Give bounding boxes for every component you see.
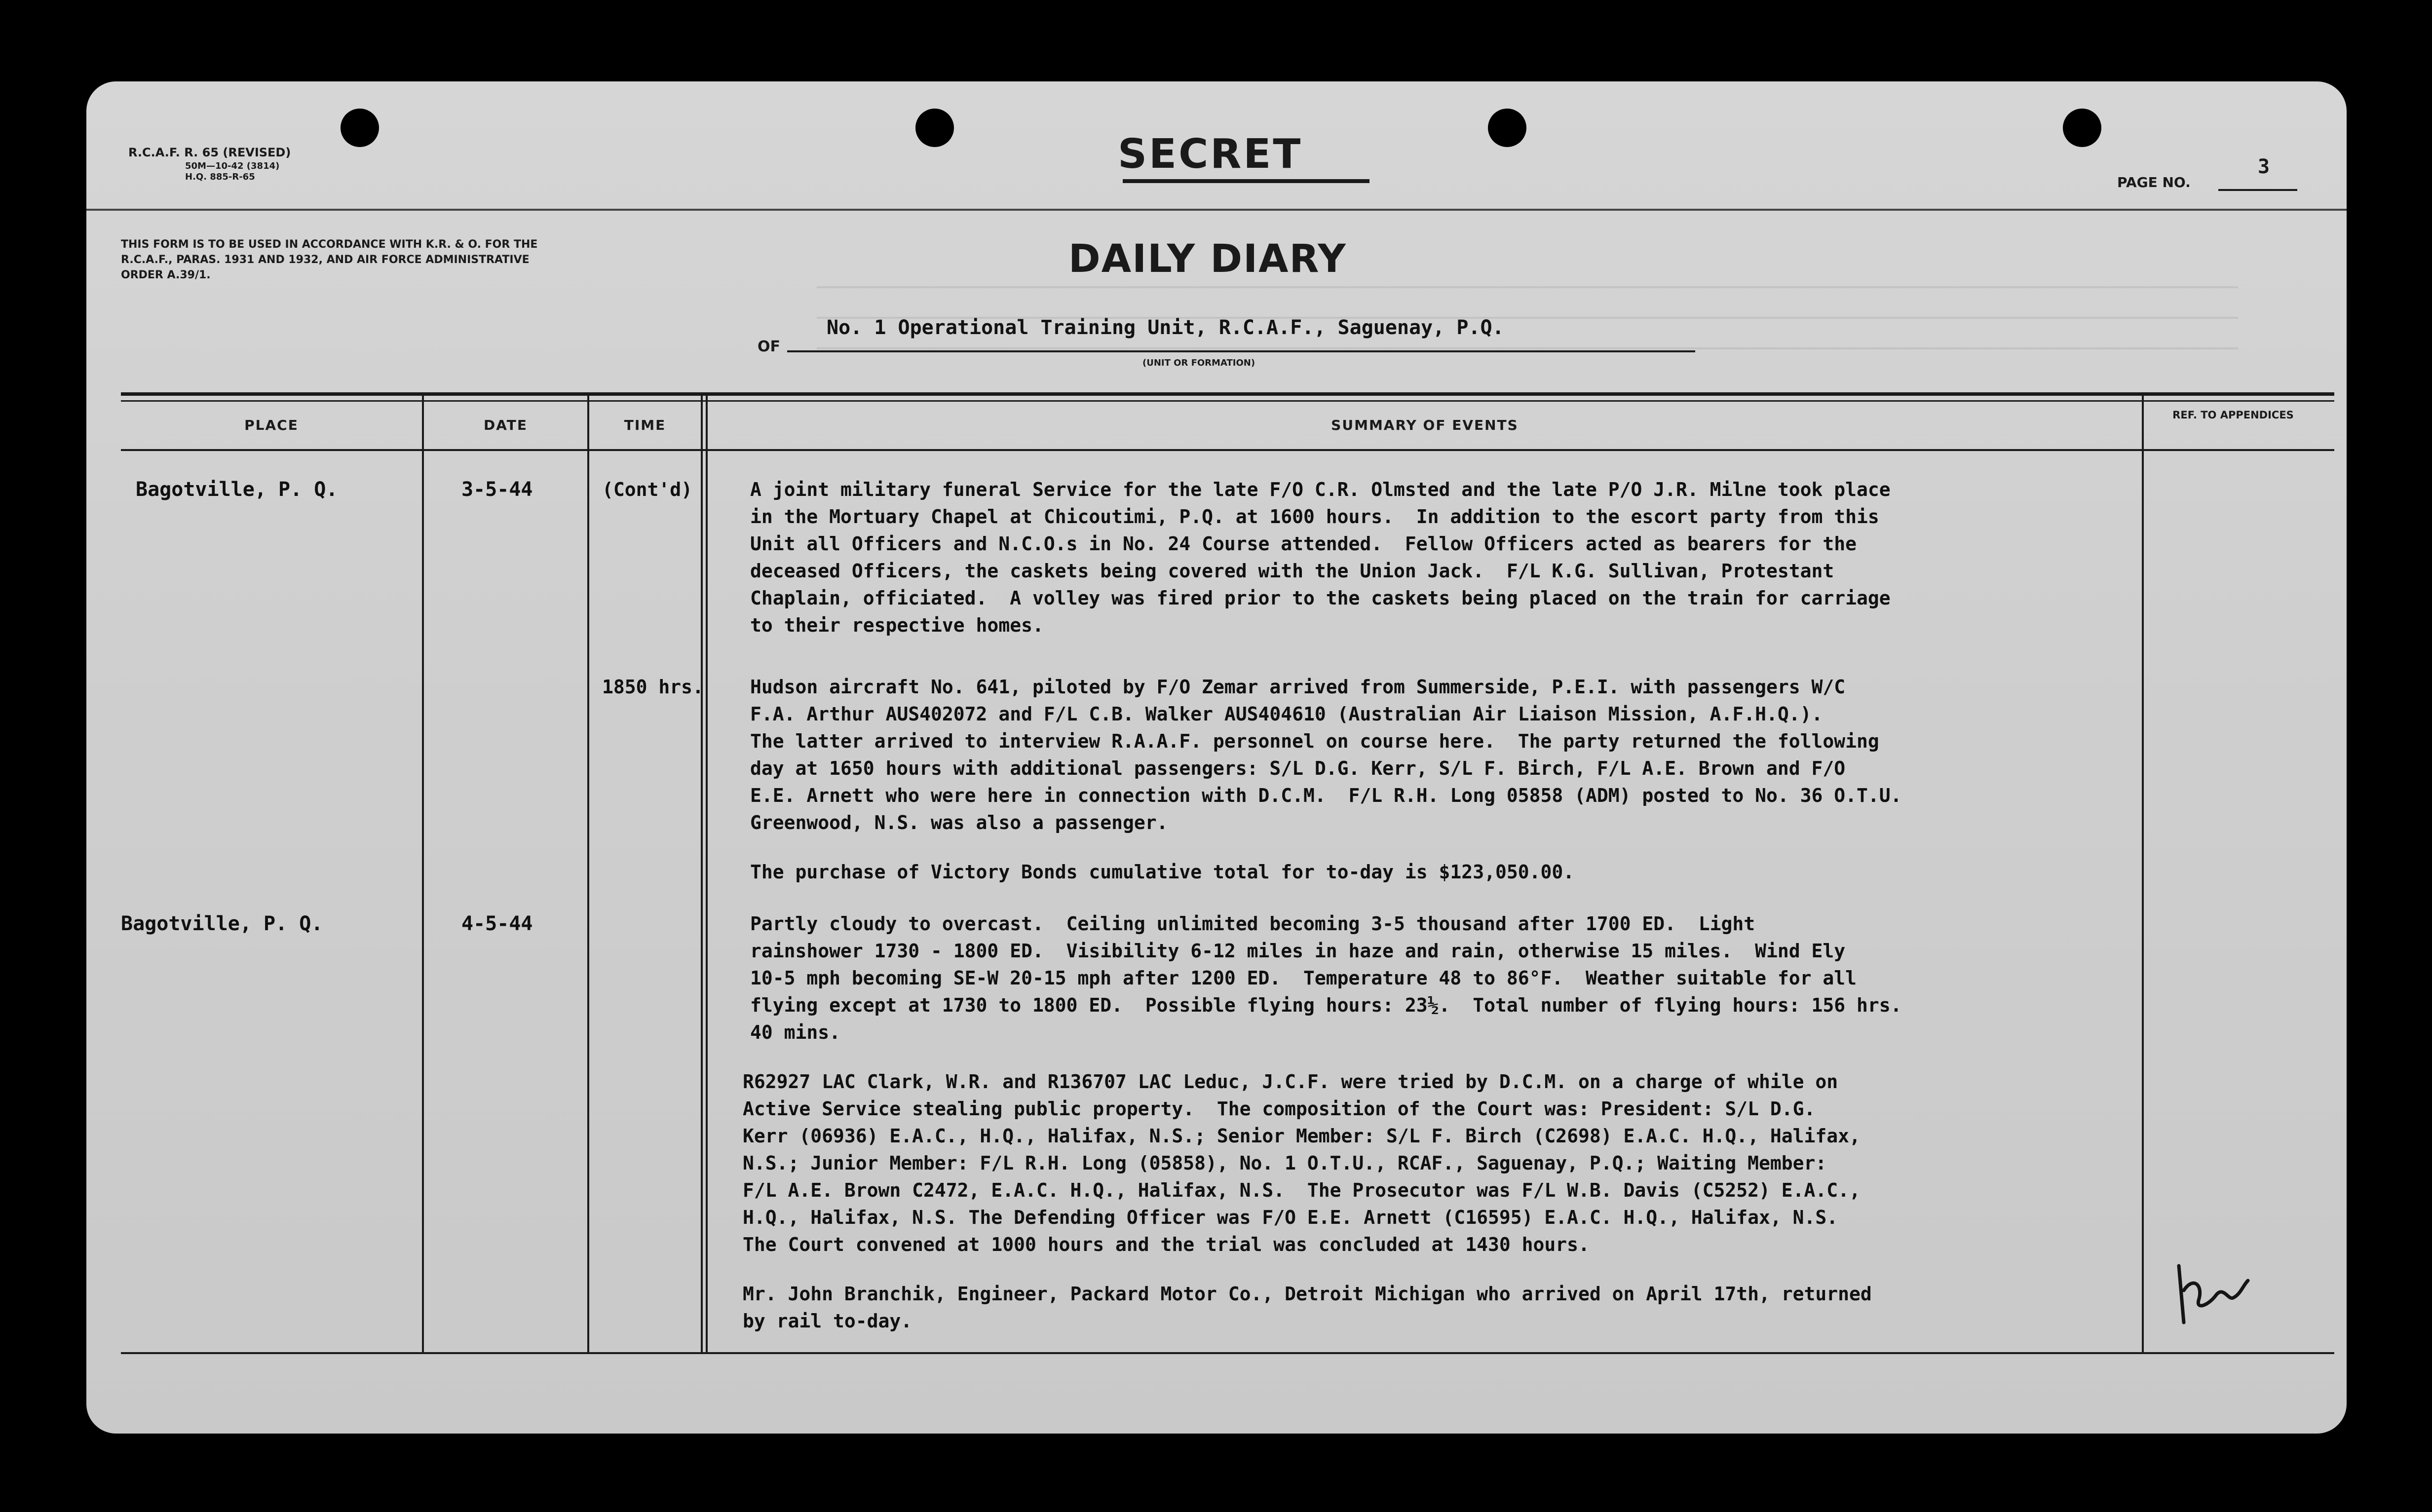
form-code-line-1: R.C.A.F. R. 65 (REVISED) <box>128 146 291 159</box>
entry-2-summary: Hudson aircraft No. 641, piloted by F/O Zemar arrived from Summerside, P.E.I. with passengers W/C F.A. Arthur AUS402072 and F/L C.B. Walker AUS404610 (Australian Air Liaison Mission, A.F.H.Q.). The latter arrived to interview R.A.A.F. personnel on course here. The party returned the following day at 1650 hours with additional passengers: S/L D.G. Kerr, S/L F. Birch, F/L A.E. Brown and F/O E.E. Arnett who were here in connection with D.C.M. F/L R.H. Long 05858 (ADM) posted to No. 36 O.T.U. Greenwood, N.S. was also a passenger. <box>750 676 1902 833</box>
unit-caption: (UNIT OR FORMATION) <box>1142 358 1255 368</box>
entry-5-summary: R62927 LAC Clark, W.R. and R136707 LAC Leduc, J.C.F. were tried by D.C.M. on a charge of while on Active Service stealing public property. The composition of the Court was: President: S/L D.G. Kerr (06936) E.A.C., H.Q., Halifax, N.S.; Senior Member: S/L F. Birch (C2698) E.A.C. H.Q., Halifax, N.S.; Junior Member: F/L R.H. Long (05858), No. 1 O.T.U., RCAF., Saguenay, P.Q.; Waiting Member: F/L A.E. Brown C2472, E.A.C. H.Q., Halifax, N.S. The Prosecutor was F/L W.B. Davis (C5252) E.A.C., H.Q., Halifax, N.S. The Defending Officer was F/O E.E. Arnett (C16595) E.A.C. H.Q., Halifax, N.S. The Court convened at 1000 hours and the trial was concluded at 1430 hours. <box>743 1071 1861 1255</box>
entry-3-summary: The purchase of Victory Bonds cumulative total for to-day is $123,050.00. <box>750 861 1575 883</box>
page-number-label: PAGE NO. <box>2117 174 2191 190</box>
page-number-rule <box>2218 189 2297 191</box>
column-divider-place <box>422 392 424 1354</box>
column-divider-time <box>701 392 703 1354</box>
punch-hole <box>915 109 954 147</box>
column-header-time: TIME <box>624 417 666 433</box>
unit-of-label: OF <box>758 338 780 355</box>
entry-1-summary: A joint military funeral Service for the late F/O C.R. Olmsted and the late P/O J.R. Milne took place in the Mortuary Chapel at Chicoutimi, P.Q. at 1600 hours. In addition to the escort party from this Unit all Officers and N.C.O.s in No. 24 Course attended. Fellow Officers acted as bearers for the deceased Officers, the caskets being covered with the Union Jack. F/L K.G. Sullivan, Protestant Chaplain, officiated. A volley was fired prior to the caskets being placed on the train for carriage to their respective homes. <box>750 479 1891 636</box>
table-top-rule-thin <box>121 400 2334 402</box>
unit-name-rule <box>787 350 1695 352</box>
form-title: DAILY DIARY <box>1068 237 1347 281</box>
entry-4-date: 4-5-44 <box>461 912 533 935</box>
form-code-line-3: H.Q. 885-R-65 <box>185 172 255 182</box>
column-header-place: PLACE <box>244 417 299 433</box>
entry-1-time: (Cont'd) <box>602 479 693 500</box>
diary-form-card <box>86 81 2347 1434</box>
table-header-rule <box>121 449 2334 451</box>
entry-2-time: 1850 hrs. <box>602 676 704 698</box>
entry-1-date: 3-5-44 <box>461 478 533 501</box>
entry-1-place: Bagotville, P. Q. <box>136 478 338 501</box>
unit-name: No. 1 Operational Training Unit, R.C.A.F., Saguenay, P.Q. <box>827 316 1504 339</box>
form-code-line-2: 50M—10-42 (3814) <box>185 161 280 171</box>
entry-6-summary: Mr. John Branchik, Engineer, Packard Motor Co., Detroit Michigan who arrived on April 17th, returned by rail to-day. <box>743 1283 1872 1332</box>
classification-heading: SECRET <box>1118 131 1303 178</box>
punch-hole <box>341 109 379 147</box>
entry-4-summary: Partly cloudy to overcast. Ceiling unlimited becoming 3-5 thousand after 1700 ED. Light rainshower 1730 - 1800 ED. Visibility 6-12 miles in haze and rain, otherwise 15 miles. Wind Ely 10-5 mph becoming SE-W 20-15 mph after 1200 ED. Temperature 48 to 86°F. Weather suitable for all flying except at 1730 to 1800 ED. Possible flying hours: 23½. Total number of flying hours: 156 hrs. 40 mins. <box>750 913 1902 1043</box>
page-number-value: 3 <box>2258 155 2270 178</box>
column-divider-summary <box>2142 392 2144 1354</box>
column-header-ref: REF. TO APPENDICES <box>2172 409 2294 421</box>
table-bottom-rule <box>121 1352 2334 1354</box>
table-top-rule <box>121 392 2334 396</box>
column-divider-time-2 <box>706 392 708 1354</box>
handwritten-initials-icon <box>2169 1256 2253 1325</box>
classification-underline <box>1123 179 1369 183</box>
column-header-summary: SUMMARY OF EVENTS <box>1331 417 1519 433</box>
punch-hole <box>1488 109 1526 147</box>
column-header-date: DATE <box>484 417 528 433</box>
form-instructions: THIS FORM IS TO BE USED IN ACCORDANCE WITH K.R. & O. FOR THE R.C.A.F., PARAS. 1931 AND 1932, AND AIR FORCE ADMINISTRATIVE ORDER A.39/1. <box>121 238 538 281</box>
punch-hole <box>2063 109 2101 147</box>
entry-4-place: Bagotville, P. Q. <box>121 912 323 935</box>
header-divider <box>86 209 2347 211</box>
column-divider-date <box>587 392 589 1354</box>
